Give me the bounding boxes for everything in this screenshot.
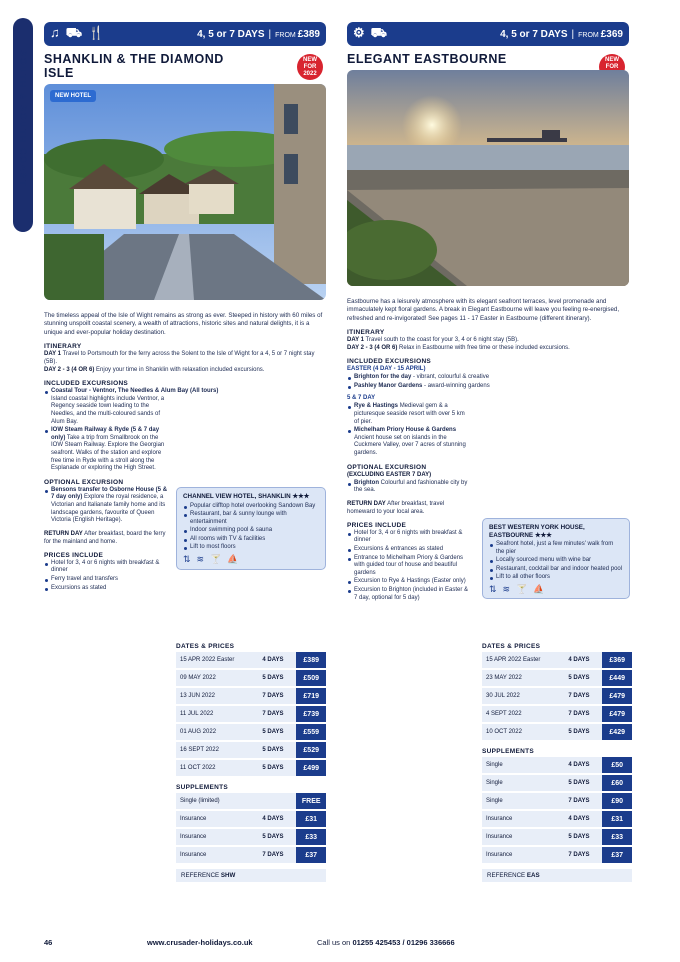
return-day: RETURN DAY After breakfast, travel homeward to your local area. [347,500,445,515]
optional-heading: OPTIONAL EXCURSION [44,478,124,486]
coach-icon: ⛟ [370,25,388,40]
reference-code: REFERENCE SHW [176,869,326,882]
date-row-price: £449 [602,670,632,686]
supplement-row [482,811,632,827]
date-row-duration: 5 DAYS [258,670,296,686]
section-label: SOUTH & SOUTH COAST [18,50,28,188]
hotel-feature: Lift to all other floors [489,574,623,582]
supplement-row [482,829,632,845]
itinerary-day2: DAY 2 - 3 (4 OR 6) Enjoy your time in Shanklin with relaxation included excursions. [44,367,265,374]
date-row-label: 15 APR 2022 Easter [482,652,564,668]
new-hotel-label: NEW HOTEL [50,90,96,102]
date-row-duration: 5 DAYS [258,760,296,776]
include-item: Excursion to Rye & Hastings (Easter only) [347,578,471,586]
supplement-row-price: £37 [602,847,632,863]
include-item: Ferry travel and transfers [44,576,168,584]
tour-title: ELEGANT EASTBOURNE [347,52,507,66]
date-row-label: 23 MAY 2022 [482,670,564,686]
supplement-row-price: £33 [296,829,326,845]
from-label: FROM [275,31,296,39]
supplement-row-label: Single [482,757,564,773]
date-row-price: £499 [296,760,326,776]
hotel-feature: Restaurant, cocktail bar and indoor heated pool [489,566,623,574]
food-icon: 🍴 [88,25,105,40]
from-price: £389 [297,28,320,40]
date-row [176,760,326,776]
supplement-row-label: Single (limited) [176,793,258,809]
music-icon: ♫ [50,25,60,40]
new-badge: NEW FOR [599,54,625,80]
optional-sub: (EXCLUDING EASTER 7 DAY) [347,471,432,478]
supplement-row-label: Insurance [176,811,258,827]
date-row-price: £739 [296,706,326,722]
supplement-row-label: Insurance [176,847,258,863]
supplement-row [482,757,632,773]
date-row-duration: 7 DAYS [258,688,296,704]
date-row [176,706,326,722]
date-row [482,670,632,686]
date-row-duration: 7 DAYS [564,706,602,722]
tour-intro: The timeless appeal of the Isle of Wight remains as strong as ever. Steeped in history with 60 miles of stunning unspoilt coastal scenery, a wealth of attractions, historic sites and natural delights, it is a unique and ever-popular holiday destination. [44,312,323,336]
date-row-price: £389 [296,652,326,668]
date-row-label: 30 JUL 2022 [482,688,564,704]
date-row [176,688,326,704]
excursion-item: Michelham Priory House & Gardens Ancient house set on islands in the Cuckmere Valley, over 7 acres of stunning gardens. [347,427,471,457]
supplement-row-price: £31 [296,811,326,827]
dates-prices-left [176,643,326,882]
excursions-heading: INCLUDED EXCURSIONS [44,380,129,388]
tour-info-bar: ⚙ ⛟ 4, 5 or 7 DAYS | FROM £369 [347,22,629,46]
supplements-heading: SUPPLEMENTS [482,748,535,755]
sea-view-icon: ⛵ [533,583,545,594]
prices-include-heading: PRICES INCLUDE [347,521,407,529]
bar-icon: 🍸 [210,554,222,565]
hotel-feature: Popular clifftop hotel overlooking Sandown Bay [183,503,319,511]
return-day: RETURN DAY After breakfast, board the ferry for the mainland and home. [44,530,166,545]
supplement-row-label: Insurance [482,811,564,827]
tour-duration: 4, 5 or 7 DAYS [197,28,265,40]
date-row-price: £479 [602,706,632,722]
date-row-price: £719 [296,688,326,704]
date-row [482,688,632,704]
supplement-row-duration: 4 DAYS [564,757,602,773]
supplement-row-duration: 4 DAYS [258,811,296,827]
supplement-row-duration [258,793,296,809]
supplement-row-label: Insurance [482,829,564,845]
optional-item: Bensons transfer to Osborne House (5 & 7 day only) Explore the royal residence, a Victorian and Italianate family home and its landscape gardens, favourite of Queen Victoria (English Heritage). [44,487,168,525]
date-row-label: 13 JUN 2022 [176,688,258,704]
supplement-row-duration: 7 DAYS [258,847,296,863]
date-row [176,724,326,740]
include-item: Hotel for 3, 4 or 6 nights with breakfast & dinner [44,560,168,575]
date-row-price: £369 [602,652,632,668]
date-row-price: £479 [602,688,632,704]
supplement-row [482,847,632,863]
date-row-price: £509 [296,670,326,686]
date-row [482,706,632,722]
supplement-row-price: £90 [602,793,632,809]
include-item: Hotel for 3, 4 or 6 nights with breakfast & dinner [347,530,471,545]
excursion-item: Rye & Hastings Medieval gem & a picturesque seaside resort with over 5 km of pier. [347,403,471,426]
excursions-easter-sub: EASTER (4 DAY - 15 APRIL) [347,366,426,373]
date-row-label: 10 OCT 2022 [482,724,564,740]
lift-icon: ⇅ [489,583,497,594]
itinerary-day1: DAY 1 Travel south to the coast for your 3, 4 or 6 night stay (5B). [347,337,519,344]
supplement-row-duration: 7 DAYS [564,793,602,809]
tour-info-bar: ♫ ⛟ 🍴 4, 5 or 7 DAYS | FROM £389 [44,22,326,46]
itinerary-heading: ITINERARY [347,329,385,337]
date-row [482,724,632,740]
dates-heading: DATES & PRICES [482,643,541,650]
date-row-duration: 7 DAYS [258,706,296,722]
date-row-duration: 4 DAYS [258,652,296,668]
date-row-duration: 5 DAYS [564,670,602,686]
date-row-price: £429 [602,724,632,740]
website-link[interactable]: www.crusader-holidays.co.uk [147,938,253,947]
date-row-price: £529 [296,742,326,758]
excursion-item: IOW Steam Railway & Ryde (5 & 7 day only) Take a trip from Smallbrook on the IOW Steam Railway. Explore the Georgian seafront. Walks of the station and explore free time in Ryde with a stroll along the Esplanade or exploring the High Street. [44,427,168,473]
optional-item: Brighton Colourful and fashionable city by the sea. [347,480,471,495]
dates-heading: DATES & PRICES [176,643,235,650]
hotel-feature: Locally sourced menu with wine bar [489,557,623,565]
new-badge: NEW FOR 2022 [297,54,323,80]
lift-icon: ⇅ [183,554,191,565]
supplement-row-price: £60 [602,775,632,791]
date-row [482,652,632,668]
itinerary-day2: DAY 2 - 3 (4 OR 6) Relax in Eastbourne with free time or these included excursions. [347,345,570,352]
hotel-feature: Lift to most floors [183,544,319,552]
hotel-feature: All rooms with TV & facilities [183,536,319,544]
date-row-duration: 4 DAYS [564,652,602,668]
supplement-row-label: Insurance [176,829,258,845]
supplement-row [176,829,326,845]
tour-intro: Eastbourne has a leisurely atmosphere with its elegant seafront terraces, level promenade and immaculately kept floral gardens. A break in Elegant Eastbourne will leave you feeling re-energised, refreshed and re-invigorated! See pages 11 - 17 Easter in Eastbourne (different itinerary). [347,298,620,322]
supplement-row-duration: 4 DAYS [564,811,602,827]
supplement-row-price: £37 [296,847,326,863]
date-row-duration: 5 DAYS [258,742,296,758]
supplement-row-price: £50 [602,757,632,773]
supplement-row-price: £31 [602,811,632,827]
supplement-row-duration: 5 DAYS [564,829,602,845]
date-row-duration: 5 DAYS [564,724,602,740]
hotel-name: CHANNEL VIEW HOTEL, SHANKLIN ★★★ [183,493,310,500]
date-row-label: 01 AUG 2022 [176,724,258,740]
dates-prices-right [482,643,632,882]
tour-duration: 4, 5 or 7 DAYS [500,28,568,40]
page-number: 46 [44,938,53,947]
supplement-row [176,793,326,809]
shanklin-photo [44,84,326,300]
supplement-row-label: Single [482,793,564,809]
hotel-feature: Seafront hotel, just a few minutes' walk from the pier [489,541,623,556]
date-row-duration: 5 DAYS [258,724,296,740]
date-row-label: 15 APR 2022 Easter [176,652,258,668]
call-us: Call us on 01255 425453 / 01296 336666 [317,938,455,947]
bar-icon: 🍸 [516,583,528,594]
excursion-item: Coastal Tour - Ventnor, The Needles & Alum Bay (All tours) Island coastal highlights include Ventnor, a Regency seaside town leading to the Needles, and the multi-coloured sands of Alum Bay. [44,388,168,426]
page-footer [44,938,634,947]
pool-icon: ≋ [196,554,205,565]
reference-code: REFERENCE EAS [482,869,632,882]
prices-include-heading: PRICES INCLUDE [44,551,104,559]
date-row-label: 11 JUL 2022 [176,706,258,722]
date-row [176,742,326,758]
from-price: £369 [600,28,623,40]
supplements-heading: SUPPLEMENTS [176,784,229,791]
supplement-row-duration: 7 DAYS [564,847,602,863]
hotel-name: BEST WESTERN YORK HOUSE, EASTBOURNE ★★★ [489,524,585,539]
date-row [176,670,326,686]
hotel-feature: Restaurant, bar & sunny lounge with entertainment [183,511,319,526]
tour-eastbourne [347,22,629,602]
tour-title: SHANKLIN & THE DIAMOND ISLE [44,52,224,80]
itinerary-day1: DAY 1 Travel to Portsmouth for the ferry across the Solent to the Isle of Wight for a 4, 5 or 7 night stay (5B). [44,351,315,366]
date-row-label: 4 SEPT 2022 [482,706,564,722]
supplement-row-duration: 5 DAYS [258,829,296,845]
supplement-row-label: Single [482,775,564,791]
coach-icon: ⛟ [65,25,83,40]
eastbourne-photo [347,70,629,286]
date-row-price: £559 [296,724,326,740]
sea-view-icon: ⛵ [227,554,239,565]
supplement-row [482,793,632,809]
date-row [176,652,326,668]
excursion-item: Brighton for the day - vibrant, colourful & creative [347,374,629,382]
supplement-row-price: £33 [602,829,632,845]
supplement-row-label: Insurance [482,847,564,863]
date-row-duration: 7 DAYS [564,688,602,704]
pool-icon: ≋ [502,583,511,594]
excursion-item: Pashley Manor Gardens - award-winning gardens [347,383,629,391]
excursions-day-sub: 5 & 7 DAY [347,395,376,402]
supplement-row [482,775,632,791]
supplement-row [176,811,326,827]
hotel-box-york-house [482,518,630,599]
from-label: FROM [578,31,599,39]
supplement-row-duration: 5 DAYS [564,775,602,791]
date-row-label: 09 MAY 2022 [176,670,258,686]
include-item: Excursions as stated [44,585,168,593]
gear-icon: ⚙ [353,25,365,40]
include-item: Entrance to Michelham Priory & Gardens with guided tour of house and beautiful gardens [347,555,471,578]
excursions-heading: INCLUDED EXCURSIONS [347,358,432,366]
supplement-row [176,847,326,863]
include-item: Excursion to Brighton (included in Easter & 7 day, optional for 5 day) [347,587,471,602]
optional-heading: OPTIONAL EXCURSION [347,463,427,471]
itinerary-heading: ITINERARY [44,343,82,351]
supplement-row-price: FREE [296,793,326,809]
include-item: Excursions & entrances as stated [347,546,471,554]
hotel-feature: Indoor swimming pool & sauna [183,527,319,535]
date-row-label: 11 OCT 2022 [176,760,258,776]
date-row-label: 16 SEPT 2022 [176,742,258,758]
hotel-box-channel-view [176,487,326,570]
